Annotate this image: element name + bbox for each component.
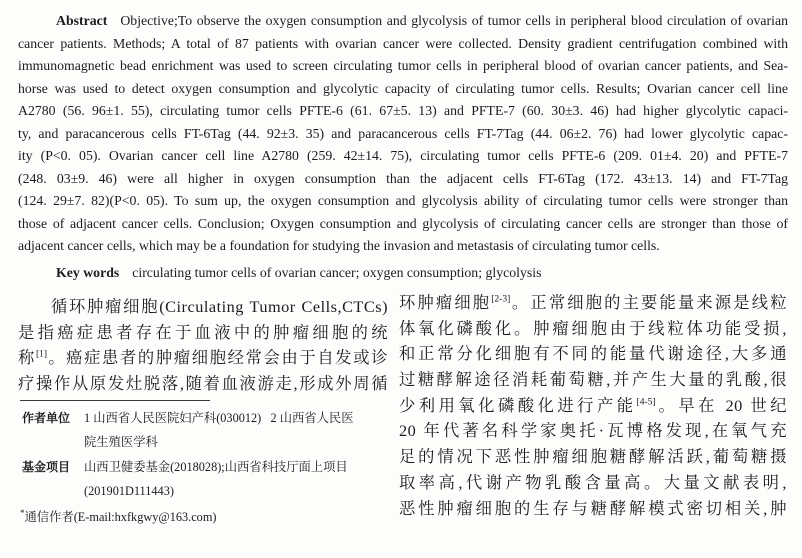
keywords-line (18, 262, 788, 285)
body-right-line-6: 20 年代著名科学家奥托·瓦博格发现,在氧气充 (399, 421, 787, 441)
body-right-line-4: 过糖酵解途径消耗葡萄糖,并产生大量的乳酸,很 (399, 370, 787, 390)
abstract-line-6: ty, and paracancerous cells FT-6Tag (44. 92±3. 35) and paracancerous cells FT-7Tag (44. 06±2. 76) had lower glycolytic capac- (18, 125, 788, 141)
reference-superscript: [2-3] (491, 294, 511, 305)
body-right-line-3: 和正常分化细胞有不同的能量代谢途径,大多通 (399, 344, 787, 364)
body-right-line-9: 恶性肿瘤细胞的生存与糖酵解模式密切相关,肿 (399, 498, 787, 518)
funding-line-2: (201901D111443) (84, 484, 174, 499)
abstract-line-7: ity (P<0. 05). Ovarian cancer cell line A2780 (259. 42±14. 75), circulating tumor cells PFTE-6 (209. 01±4. 20) and PFTE-7 (18, 148, 788, 163)
reference-superscript: [4-5] (636, 397, 656, 408)
corresponding-text: 通信作者(E-mail:hxfkgwy@163.com) (24, 509, 217, 524)
abstract-line-1 (18, 10, 788, 33)
body-text: 环肿瘤细胞 (399, 293, 492, 312)
abstract-line-10: those of adjacent cancer cells. Conclusion; Oxygen consumption and glycolysis of circulating cancer cells are stronger than those of (18, 215, 788, 231)
affiliation-row (22, 406, 390, 455)
body-text: 称 (18, 348, 36, 368)
abstract-text: Objective;To observe the oxygen consumption and glycolysis of tumor cells in peripheral blood circulation of ovarian (120, 13, 788, 28)
footnote-separator (20, 400, 210, 401)
body-left-line-2: 是指癌症患者存在于血液中的肿瘤细胞的统 (18, 322, 388, 342)
funding-line-1: 山西卫健委基金(2018028);山西省科技厅面上项目 (84, 459, 348, 474)
reference-superscript: [1] (35, 349, 48, 360)
funding-row (22, 455, 390, 504)
abstract-line-4: horse was used to detect oxygen consumption and glycolytic capacity of circulating tumor cells. Results; Ovarian cancer cell line (18, 80, 788, 96)
abstract-section (18, 10, 788, 284)
abstract-line-5: A2780 (56. 96±1. 55), circulating tumor cells PFTE-6 (61. 67±5. 13) and PFTE-7 (60. 30±3. 46) had higher glycolytic capaci- (18, 103, 788, 118)
body-right-line-5 (399, 393, 787, 419)
keywords-text: circulating tumor cells of ovarian cancer; oxygen consumption; glycolysis (132, 264, 542, 280)
abstract-label: Abstract (56, 13, 108, 28)
abstract-line-3: immunomagnetic bead enrichment was used to screen circulating tumor cells in peripheral blood of ovarian cancer patients, and Sea- (18, 58, 788, 73)
body-right-line-7: 足的情况下恶性肿瘤细胞糖酵解活跃,葡萄糖摄 (399, 447, 787, 467)
affiliation-text (84, 406, 390, 455)
affiliation-line-2: 院生殖医学科 (84, 435, 158, 450)
body-text: 少利用氧化磷酸化进行产能 (399, 395, 637, 415)
abstract-line-11: adjacent cancer cells, which may be a foundation for studying the invasion and metastasis of circulating tumor cells. (18, 238, 660, 253)
body-left-column (18, 294, 388, 397)
affiliation-label: 作者单位 (22, 411, 71, 425)
body-left-line-3 (18, 345, 388, 371)
body-right-line-2: 体氧化磷酸化。肿瘤细胞由于线粒体功能受损, (399, 318, 787, 338)
body-text: 。癌症患者的肿瘤细胞经常会由于自发或诊 (47, 348, 388, 368)
body-left-line-1: 循环肿瘤细胞(Circulating Tumor Cells,CTCs) (51, 297, 388, 316)
affiliation-line-1: 1 山西省人民医院妇产科(030012) 2 山西省人民医 (84, 411, 354, 425)
body-right-column (399, 290, 787, 521)
abstract-line-8: (248. 03±9. 46) were all higher in oxygen consumption than the adjacent cells FT-6Tag (172. 43±13. 14) and FT-7Tag (18, 170, 788, 186)
body-text: 。早在 20 世纪 (655, 395, 787, 415)
body-text: 。正常细胞的主要能量来源是线粒 (510, 293, 787, 312)
body-right-line-8: 取率高,代谢产物乳酸含量高。大量文献表明, (399, 472, 787, 492)
corresponding-author-note (20, 505, 390, 529)
body-left-line-4: 疗操作从原发灶脱落,随着血液游走,形成外周循 (18, 374, 388, 394)
keywords-label: Key words (56, 264, 120, 280)
funding-label: 基金项目 (22, 459, 71, 474)
funding-text (84, 455, 390, 504)
footnote-section (18, 400, 390, 529)
body-right-line-1 (399, 290, 787, 316)
abstract-line-2: cancer patients. Methods; A total of 87 patients with ovarian cancer were collected. Density gradient centrifugation combined with (18, 35, 788, 51)
corresponding-star: * (20, 507, 25, 518)
abstract-line-9: (124. 29±7. 82)(P<0. 05). To sum up, the oxygen consumption and glycolysis ability of circulating tumor cells were stronger than (18, 193, 788, 208)
